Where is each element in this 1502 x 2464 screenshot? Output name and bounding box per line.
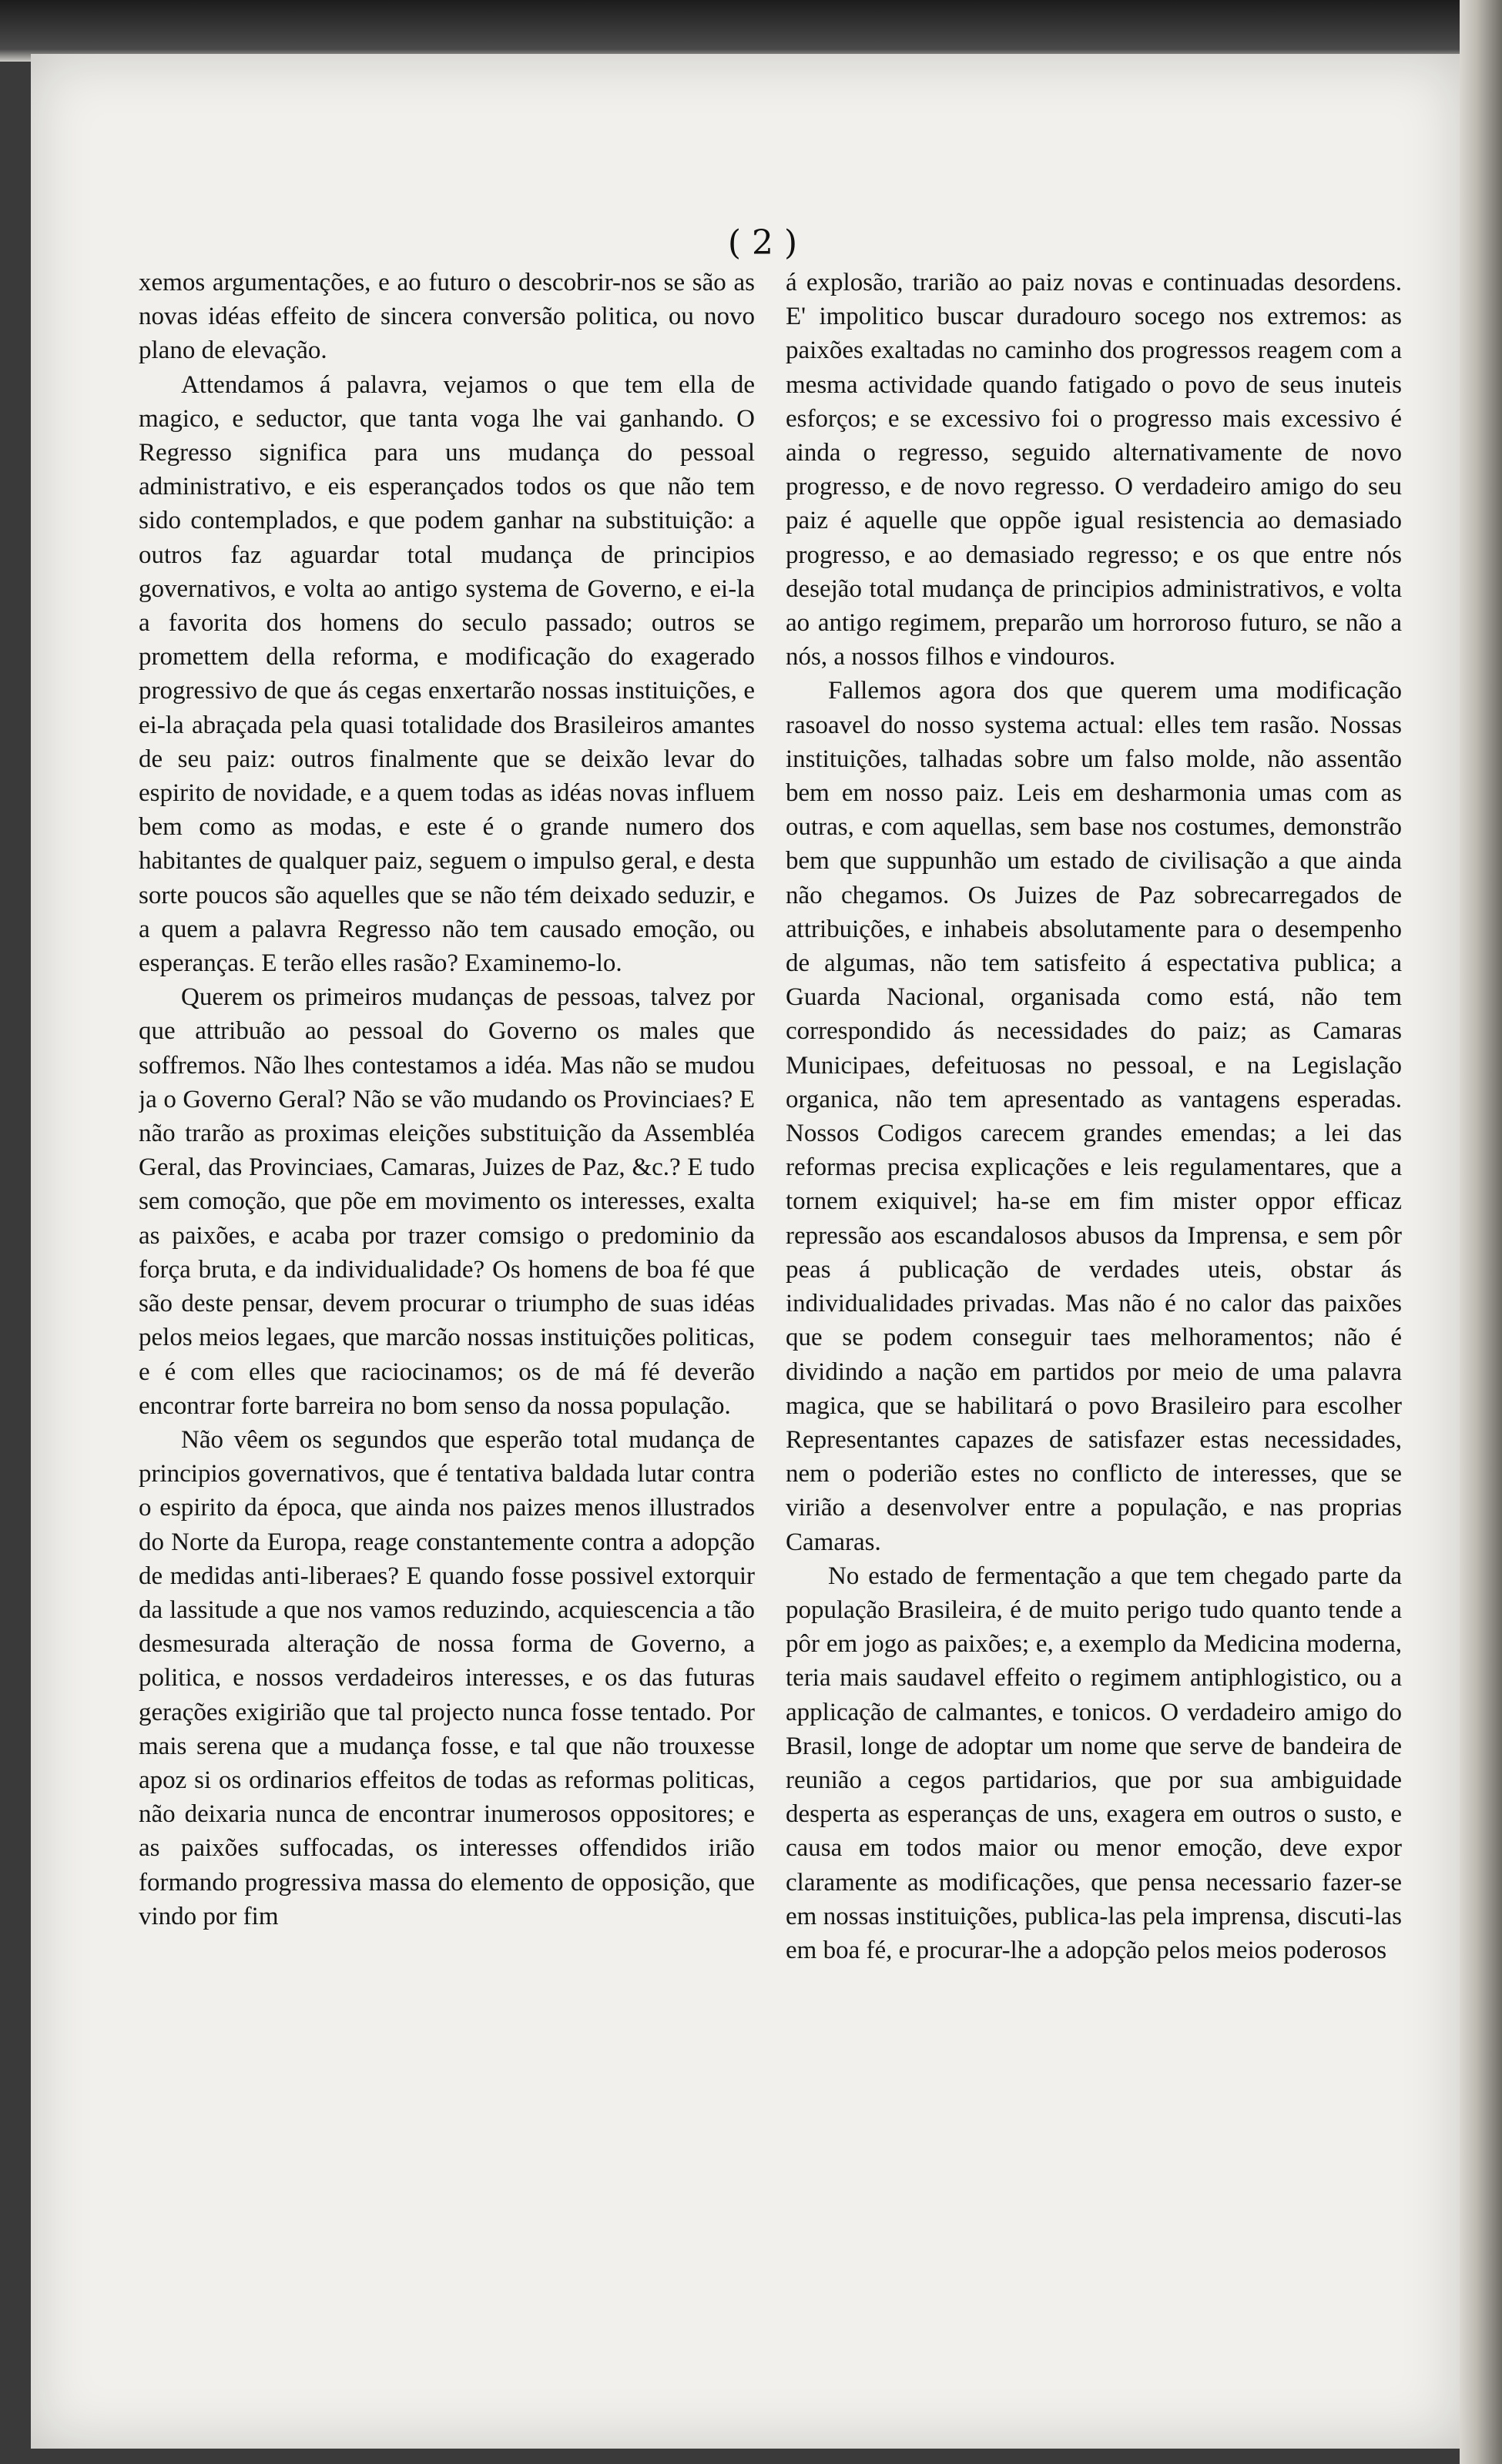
scan-right-edge [1460,0,1502,2464]
right-paragraph-1: á explosão, trarião ao paiz novas e continuadas desordens. E' impolitico buscar duradouro socego nos extremos: as paixões exaltadas no caminho dos progressos reagem com a mesma actividade quando fatigado o povo de seus inuteis esforços; e se excessivo foi o progresso mais excessivo é ainda o regresso, seguido alternativamente de novo progresso, e de novo regresso. O verdadeiro amigo do seu paiz é aquelle que oppõe igual resistencia ao demasiado progresso, e ao demasiado regresso; e os que entre nós desejão total mudança de principios administrativos, e volta ao antigo regimem, preparão um horroroso futuro, se não a nós, a nossos filhos e vindouros. [786,269,1402,671]
scan-top-edge [0,0,1502,62]
right-column [786,266,1402,2314]
left-paragraph-3: Querem os primeiros mudanças de pessoas, talvez por que attribuão ao pessoal do Governo os males que soffremos. Não lhes contestamos a idéa. Mas não se mudou ja o Governo Geral? Não se vão mudando os Provinciaes? E não trarão as proximas eleições substituição da Assembléa Geral, das Provinciaes, Camaras, Juizes de Paz, &c.? E tudo sem comoção, que põe em movimento os interesses, exalta as paixões, e acaba por trazer comsigo o predominio da força bruta, e da individualidade? Os homens de boa fé que são deste pensar, devem procurar o triumpho de suas idéas pelos meios legaes, que marcão nossas instituições politicas, e é com elles que raciocinamos; os de má fé deverão encontrar forte barreira no bom senso da nossa população. [139,983,755,1420]
right-paragraph-3: No estado de fermentação a que tem chegado parte da população Brasileira, é de muito perigo tudo quanto tende a pôr em jogo as paixões; e, a exemplo da Medicina moderna, teria mais saudavel effeito o regimem antiphlogistico, ou a applicação de calmantes, e tonicos. O verdadeiro amigo do Brasil, longe de adoptar um nome que serve de bandeira de reunião a cegos partidarios, que por sua ambiguidade desperta as esperanças de uns, exagera em outros o susto, e causa em todos maior ou menor emoção, deve expor claramente as modificações, que pensa necessario fazer-se em nossas instituições, publica-las pela imprensa, discuti-las em boa fé, e procurar-lhe a adopção pelos meios poderosos [786,1562,1402,1964]
left-paragraph-1: xemos argumentações, e ao futuro o descobrir-nos se são as novas idéas effeito de sincera conversão politica, ou novo plano de elevação. [139,269,755,365]
page-number: ( 2 ) [727,223,798,263]
left-paragraph-2: Attendamos á palavra, vejamos o que tem ella de magico, e seductor, que tanta voga lhe vai ganhando. O Regresso significa para uns mudança do pessoal administrativo, e eis esperançados todos os que não tem sido contemplados, e que podem ganhar na substituição: a outros faz aguardar total mudança de principios governativos, e volta ao antigo systema de Governo, e ei-la a favorita dos homens do seculo passado; outros se promettem della reforma, e modificação do exagerado progressivo de que ás cegas enxertarão nossas instituições, e ei-la abraçada pela quasi totalidade dos Brasileiros amantes de seu paiz: outros finalmente que se deixão levar do espirito de novidade, e a quem todas as idéas novas influem bem como as modas, e este é o grande numero dos habitantes de qualquer paiz, seguem o impulso geral, e desta sorte poucos são aquelles que se não tém deixado seduzir, e a quem a palavra Regresso não tem causado emoção, ou esperanças. E terão elles rasão? Examinemo-lo. [139,370,755,978]
left-paragraph-4: Não vêem os segundos que esperão total mudança de principios governativos, que é tentativa baldada lutar contra o espirito da época, que ainda nos paizes menos illustrados do Norte da Europa, reage constantemente contra a adopção de medidas anti-liberaes? E quando fosse possivel extorquir da lassitude a que nos vamos reduzindo, acquiescencia a tão desmesurada alteração de nossa forma de Governo, a politica, e nossos verdadeiros interesses, e os das futuras gerações exigirião que tal projecto nunca fosse tentado. Por mais serena que a mudança fosse, e tal que não trouxesse apoz si os ordinarios effeitos de todas as reformas politicas, não deixaria nunca de encontrar inumerosos oppositores; e as paixões suffocadas, os interesses offendidos irião formando progressiva massa do elemento de opposição, que vindo por fim [139,1425,755,1930]
left-column [139,266,755,2314]
right-paragraph-2: Fallemos agora dos que querem uma modificação rasoavel do nosso systema actual: elles tem rasão. Nossas instituições, talhadas sobre um falso molde, não assentão bem em nosso paiz. Leis em desharmonia umas com as outras, e com aquellas, sem base nos costumes, demonstrão bem que suppunhão um estado de civilisação a que ainda não chegamos. Os Juizes de Paz sobrecarregados de attribuições, e inhabeis absolutamente para o desempenho de algumas, não tem satisfeito á espectativa publica; a Guarda Nacional, organisada como está, não tem correspondido ás necessidades do paiz; as Camaras Municipaes, defeituosas no pessoal, e na Legislação organica, não tem apresentado as vantagens esperadas. Nossos Codigos carecem grandes emendas; a lei das reformas precisa explicações e leis regulamentares, que a tornem exiquivel; ha-se em fim mister oppor efficaz repressão aos escandalosos abusos da Imprensa, e sem pôr peas á publicação de verdades uteis, obstar ás individualidades privadas. Mas não é no calor das paixões que se podem conseguir taes melhoramentos; não é dividindo a nação em partidos por meio de uma palavra magica, que se habilitará o povo Brasileiro para escolher Representantes capazes de satisfazer estas necessidades, nem o poderião estes no conflicto de interesses, que se virião a desenvolver entre a população, e nas proprias Camaras. [786,677,1402,1556]
